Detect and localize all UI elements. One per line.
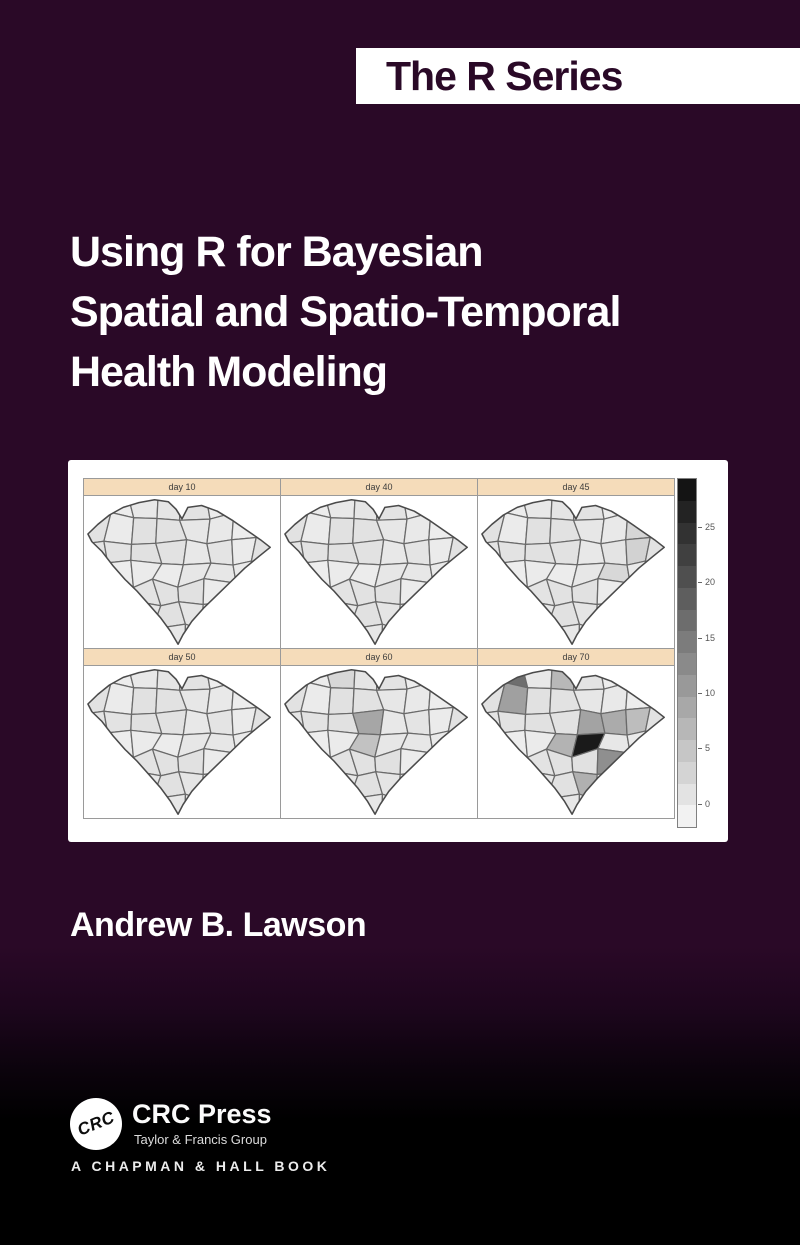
map-panel xyxy=(477,478,675,649)
county-map xyxy=(478,666,674,818)
panel-strip-label: day 60 xyxy=(281,649,477,666)
map-panel xyxy=(280,648,478,819)
colorbar-tick xyxy=(698,693,702,694)
colorbar-tick xyxy=(698,638,702,639)
map-panel xyxy=(280,478,478,649)
title-line-1: Using R for Bayesian xyxy=(70,228,483,276)
series-banner-label: The R Series xyxy=(386,52,623,99)
colorbar-tick-label: 25 xyxy=(705,522,716,532)
county-map xyxy=(281,666,477,818)
county-map xyxy=(84,496,280,648)
colorbar-tick-label: 0 xyxy=(705,798,711,809)
imprint-line: A CHAPMAN & HALL BOOK xyxy=(71,1158,331,1174)
map-panel xyxy=(83,478,281,649)
panel-strip-label: day 40 xyxy=(281,479,477,496)
title-line-3: Health Modeling xyxy=(70,348,388,396)
crc-logo-icon xyxy=(70,1098,122,1150)
colorbar-tick xyxy=(698,527,702,528)
map-panels-grid xyxy=(83,478,677,823)
map-figure xyxy=(68,460,728,842)
book-title xyxy=(70,222,620,402)
panel-strip-label: day 10 xyxy=(84,479,280,496)
county-map xyxy=(84,666,280,818)
publisher-group: Taylor & Francis Group xyxy=(134,1132,267,1147)
colorbar-tick xyxy=(698,748,702,749)
map-panel xyxy=(477,648,675,819)
map-panel xyxy=(83,648,281,819)
colorbar-tick-label: 20 xyxy=(705,577,716,588)
colorbar-tick-label: 15 xyxy=(705,632,716,643)
colorbar-tick-label: 5 xyxy=(705,743,711,754)
colorbar xyxy=(677,478,723,828)
colorbar-gradient xyxy=(677,478,697,828)
colorbar-ticks xyxy=(698,478,723,828)
colorbar-tick xyxy=(698,582,702,583)
title-line-2: Spatial and Spatio-Temporal xyxy=(70,288,621,336)
county-map xyxy=(281,496,477,648)
panel-strip-label: day 50 xyxy=(84,649,280,666)
publisher-name: CRC Press xyxy=(132,1099,272,1129)
colorbar-tick xyxy=(698,804,702,805)
crc-logo-monogram: CRC xyxy=(74,1107,118,1140)
panel-strip-label: day 70 xyxy=(478,649,674,666)
panel-strip-label: day 45 xyxy=(478,479,674,496)
colorbar-tick-label: 10 xyxy=(705,687,716,698)
author-name: Andrew B. Lawson xyxy=(70,906,367,944)
publisher-block xyxy=(70,1096,490,1191)
county-map xyxy=(478,496,674,648)
series-banner xyxy=(356,48,800,104)
